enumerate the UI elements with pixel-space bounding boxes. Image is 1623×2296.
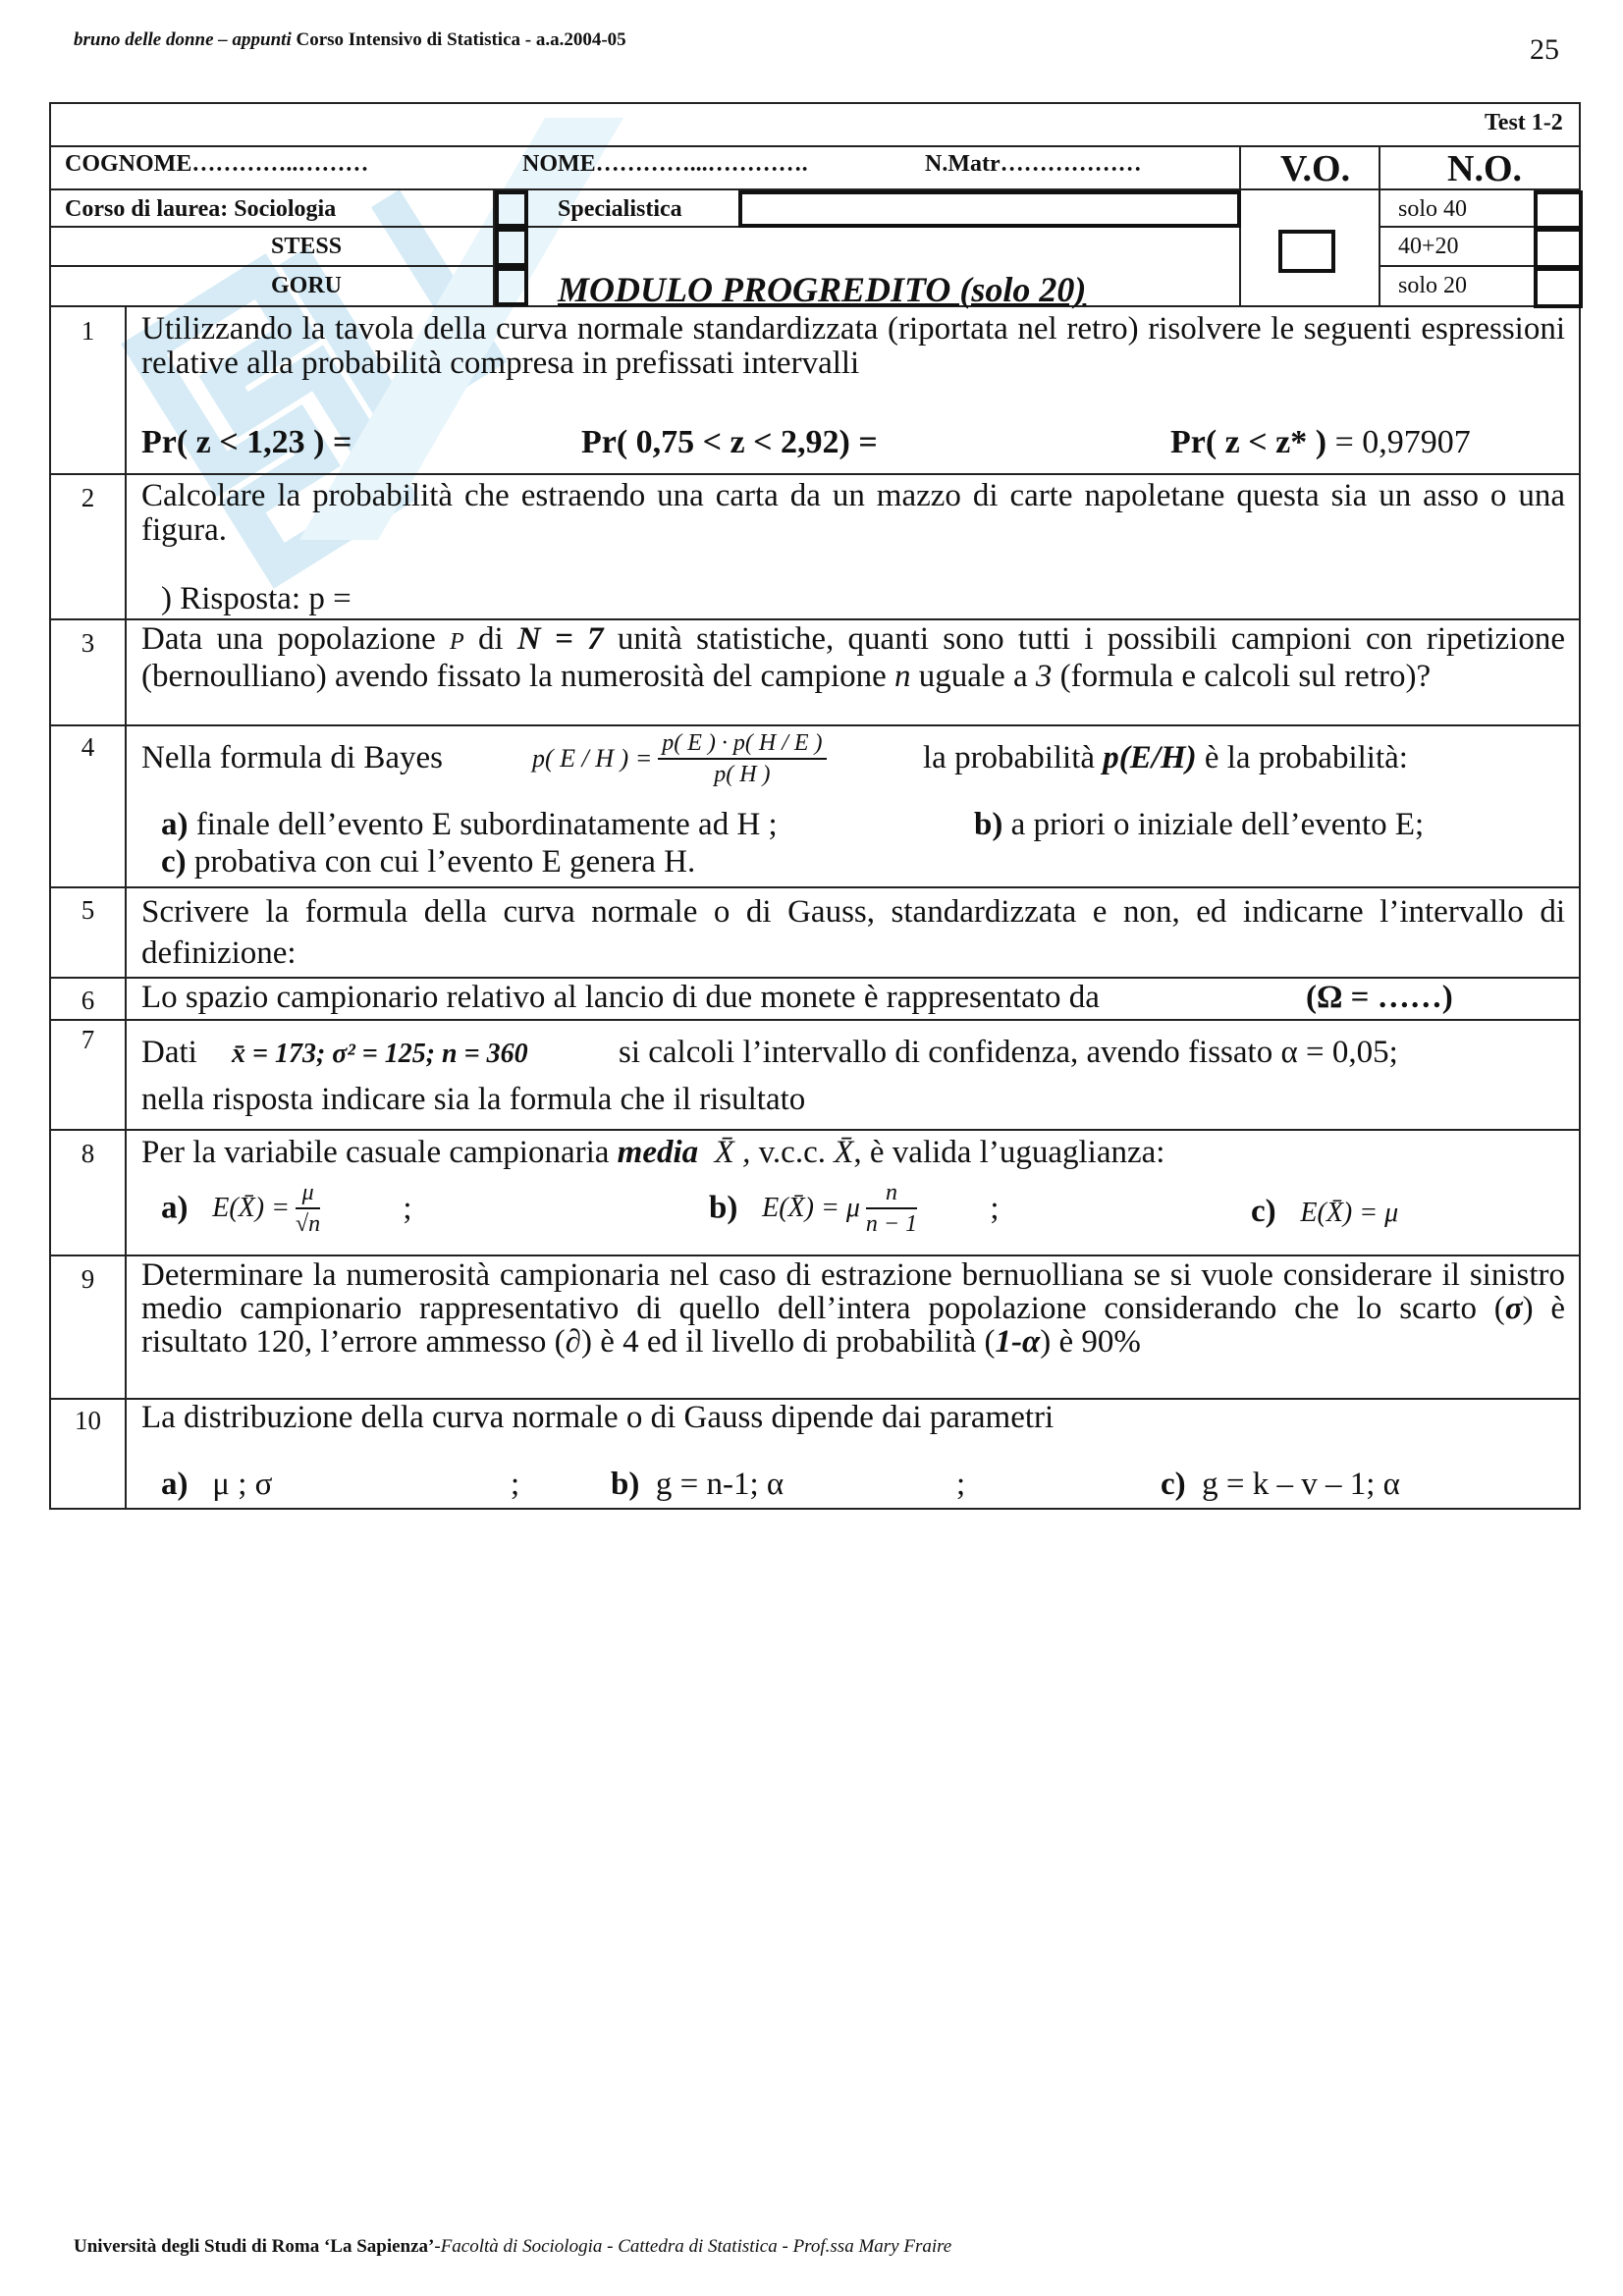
matricola-field[interactable]: N.Matr……………… — [925, 151, 1142, 177]
40plus20-label: 40+20 — [1398, 234, 1459, 259]
question-6-omega[interactable]: (Ω = ……) — [1306, 980, 1453, 1015]
modulo-progredito-label: MODULO PROGREDITO (solo 20) — [558, 270, 1087, 309]
question-6-text: Lo spazio campionario relativo al lancio di due monete è rappresentato da — [141, 980, 1100, 1015]
stess-label: STESS — [271, 234, 343, 259]
checkbox-stess[interactable] — [495, 228, 528, 267]
question-5 — [141, 891, 1565, 974]
page-header — [74, 29, 626, 51]
goru-label: GORU — [271, 273, 342, 298]
solo40-label: solo 40 — [1398, 196, 1468, 222]
question-7-formula: x̄ = 173; σ² = 125; n = 360 — [232, 1039, 528, 1069]
q4-c: probativa con cui l’evento E genera H. — [186, 844, 696, 880]
q8-sep-a: ; — [403, 1190, 412, 1226]
q8-b-label: b) — [709, 1190, 738, 1226]
question-1 — [141, 312, 1565, 381]
question-10-number: 10 — [75, 1406, 101, 1435]
q8-a-den: √n — [296, 1211, 321, 1237]
expr-3b: = 0,97907 — [1326, 424, 1471, 460]
checkbox-goru[interactable] — [495, 267, 528, 306]
question-7-text-2: nella risposta indicare sia la formula che il risultato — [141, 1082, 806, 1117]
footer-cattedra: Cattedra di Statistica — [618, 2236, 778, 2257]
question-3 — [141, 622, 1565, 694]
q8-a-lhs: E(X̄) = — [212, 1193, 290, 1223]
question-3-number: 3 — [81, 628, 95, 658]
checkbox-40plus20[interactable] — [1534, 228, 1583, 269]
q8-b-num: n — [866, 1178, 917, 1209]
q4-a-label: a) — [161, 807, 189, 842]
test-label: Test 1-2 — [1485, 110, 1563, 135]
q3-t1: Data una popolazione — [141, 621, 451, 657]
q3-p: P — [450, 629, 464, 655]
question-4-tail — [923, 740, 1408, 776]
no-heading: N.O. — [1447, 148, 1522, 189]
question-10-option-c[interactable] — [1161, 1467, 1400, 1503]
checkbox-solo20[interactable] — [1534, 267, 1583, 308]
footer-university: Università degli Studi di Roma ‘La Sapienza’ — [74, 2236, 435, 2257]
question-7-dati: Dati — [141, 1035, 197, 1070]
q4-t2: la probabilità — [923, 740, 1104, 775]
q3-ni: n — [894, 659, 911, 694]
q9-t4: ) è 90% — [1040, 1324, 1141, 1360]
expr-3a: Pr( z < z* ) — [1170, 424, 1327, 460]
question-4-number: 4 — [81, 732, 95, 762]
header-course: Corso Intensivo di Statistica - a.a.2004-05 — [291, 29, 626, 50]
q10-c-label: c) — [1161, 1467, 1186, 1502]
q4-t3: è la probabilità: — [1196, 740, 1408, 775]
question-8-option-c[interactable] — [1251, 1194, 1398, 1230]
question-9-number: 9 — [81, 1264, 95, 1294]
q10-a: μ ; σ — [212, 1467, 273, 1502]
footer-professor: - Prof.ssa Mary Fraire — [777, 2236, 952, 2257]
q10-b-label: b) — [611, 1467, 640, 1502]
solo20-label: solo 20 — [1398, 273, 1468, 298]
q4-b-label: b) — [974, 807, 1003, 842]
q8-a-num: μ — [296, 1178, 320, 1209]
q8-b-lhs: E(X̄) = μ — [762, 1193, 860, 1223]
page-number: 25 — [1530, 33, 1559, 66]
question-1-expr-2[interactable] — [581, 424, 878, 461]
q9-sigma: σ — [1504, 1291, 1523, 1326]
specialistica-field[interactable] — [738, 190, 1241, 228]
q8-c: E(X̄) = μ — [1300, 1198, 1399, 1228]
footer-faculty: -Facoltà di Sociologia - — [434, 2236, 619, 2257]
question-5-number: 5 — [81, 895, 95, 925]
header-author: bruno delle donne — [74, 29, 214, 50]
bayes-formula — [532, 728, 833, 789]
checkbox-vo[interactable] — [1278, 230, 1335, 273]
expr-2: Pr( 0,75 < z < 2,92) = — [581, 424, 878, 460]
question-4-option-b[interactable] — [974, 807, 1424, 843]
q8-xbar2: X̄ — [834, 1135, 854, 1170]
question-1-number: 1 — [81, 316, 95, 346]
q4-peh: p(E/H) — [1103, 740, 1197, 775]
q4-a: finale dell’evento E subordinatamente ad H ; — [188, 807, 778, 842]
question-10-option-b[interactable] — [611, 1467, 784, 1503]
question-9 — [141, 1258, 1565, 1359]
bayes-numerator: p( E ) · p( H / E ) — [658, 728, 826, 760]
q8-t1: Per la variabile casuale campionaria — [141, 1135, 618, 1170]
q8-xbar: X̄ , — [714, 1135, 751, 1170]
question-7-number: 7 — [81, 1025, 95, 1054]
q3-t4: uguale a — [910, 659, 1036, 694]
q10-c: g = k – v – 1; α — [1202, 1467, 1400, 1502]
q8-a-fraction — [296, 1178, 320, 1239]
checkbox-solo40[interactable] — [1534, 190, 1583, 230]
q8-c-label: c) — [1251, 1194, 1276, 1229]
q9-delta: ∂ — [565, 1324, 581, 1360]
question-2-answer[interactable]: ) Risposta: p = — [161, 581, 352, 616]
q10-sep-2: ; — [956, 1467, 966, 1502]
question-10-text: La distribuzione della curva normale o di Gauss dipende dai parametri — [141, 1400, 1055, 1435]
q8-b-fraction — [866, 1178, 917, 1239]
q8-a-label: a) — [161, 1190, 189, 1226]
q9-t1: Determinare la numerosità campionaria nel caso di estrazione bernuolliana se si vuole considerare il sinistro medio campionario rappresentativo di quello dell’intera popolazione considerando che lo scarto ( — [141, 1257, 1565, 1326]
question-1-expr-1[interactable] — [141, 424, 352, 461]
q9-t3: ) è 4 ed il livello di probabilità ( — [580, 1324, 996, 1360]
q3-t3: unità statistiche, quanti sono tutti i possibili campioni con ripetizione (bernoulliano) avendo fissato la numerosità del campione — [141, 621, 1565, 694]
bayes-fraction — [658, 728, 826, 789]
q4-c-label: c) — [161, 844, 187, 880]
question-10-option-a[interactable] — [161, 1467, 272, 1503]
vo-heading: V.O. — [1280, 148, 1351, 189]
q8-t2: v.c.c. — [750, 1135, 826, 1170]
test-sheet — [49, 102, 1581, 1510]
question-5-text: Scrivere la formula della curva normale o di Gauss, standardizzata e non, ed indicarne l’intervallo di definizione: — [141, 894, 1565, 971]
q10-sep-1: ; — [511, 1467, 520, 1502]
q10-b: g = n-1; α — [655, 1467, 784, 1502]
question-8-number: 8 — [81, 1139, 95, 1168]
q4-b: a priori o iniziale dell’evento E; — [1002, 807, 1425, 842]
question-4-intro: Nella formula di Bayes — [141, 740, 443, 775]
q3-t2: di — [463, 621, 517, 657]
header-dash: – — [213, 29, 233, 50]
checkbox-sociologia[interactable] — [495, 190, 528, 228]
specialistica-label: Specialistica — [558, 196, 682, 222]
question-8-option-b[interactable] — [709, 1178, 1000, 1239]
q9-t2: ) è risultato 120, l’errore ammesso ( — [141, 1291, 1566, 1360]
q9-alpha: 1-α — [995, 1324, 1041, 1360]
question-1-text: Utilizzando la tavola della curva normale standardizzata (riportata nel retro) risolvere le seguenti espressioni relative alla probabilità compresa in prefissati intervalli — [141, 311, 1565, 381]
question-4-option-a[interactable] — [161, 807, 778, 843]
nome-field[interactable]: NOME…………...…………. — [522, 151, 808, 177]
q3-three: 3 — [1035, 659, 1053, 694]
question-8-text — [141, 1135, 1164, 1171]
question-6-number: 6 — [81, 986, 95, 1015]
corso-label: Corso di laurea: Sociologia — [65, 196, 337, 222]
question-4-option-c[interactable] — [161, 844, 695, 881]
q8-t3: , è valida l’uguaglianza: — [853, 1135, 1165, 1170]
question-1-expr-3[interactable] — [1170, 424, 1471, 461]
question-2-text: Calcolare la probabilità che estraendo una carta da un mazzo di carte napoletane questa sia un asso o una figura. — [141, 478, 1565, 548]
q10-a-label: a) — [161, 1467, 189, 1502]
question-2 — [141, 479, 1565, 548]
page-footer — [74, 2236, 951, 2258]
q3-n: N = 7 — [516, 621, 604, 657]
q3-t5: (formula e calcoli sul retro)? — [1052, 659, 1432, 694]
bayes-denominator: p( H ) — [714, 762, 771, 787]
q8-b-den: n − 1 — [865, 1211, 918, 1237]
bayes-lhs: p( E / H ) = — [532, 744, 653, 773]
question-7-text-1: si calcoli l’intervallo di confidenza, avendo fissato α = 0,05; — [619, 1035, 1398, 1070]
q8-sep-b: ; — [990, 1190, 1000, 1226]
header-notes: appunti — [232, 29, 292, 50]
q8-media: media — [617, 1135, 699, 1170]
cognome-field[interactable]: COGNOME…………..……… — [65, 151, 369, 177]
expr-1: Pr( z < 1,23 ) = — [141, 424, 352, 460]
question-8-option-a[interactable] — [161, 1178, 412, 1239]
question-2-number: 2 — [81, 483, 95, 512]
